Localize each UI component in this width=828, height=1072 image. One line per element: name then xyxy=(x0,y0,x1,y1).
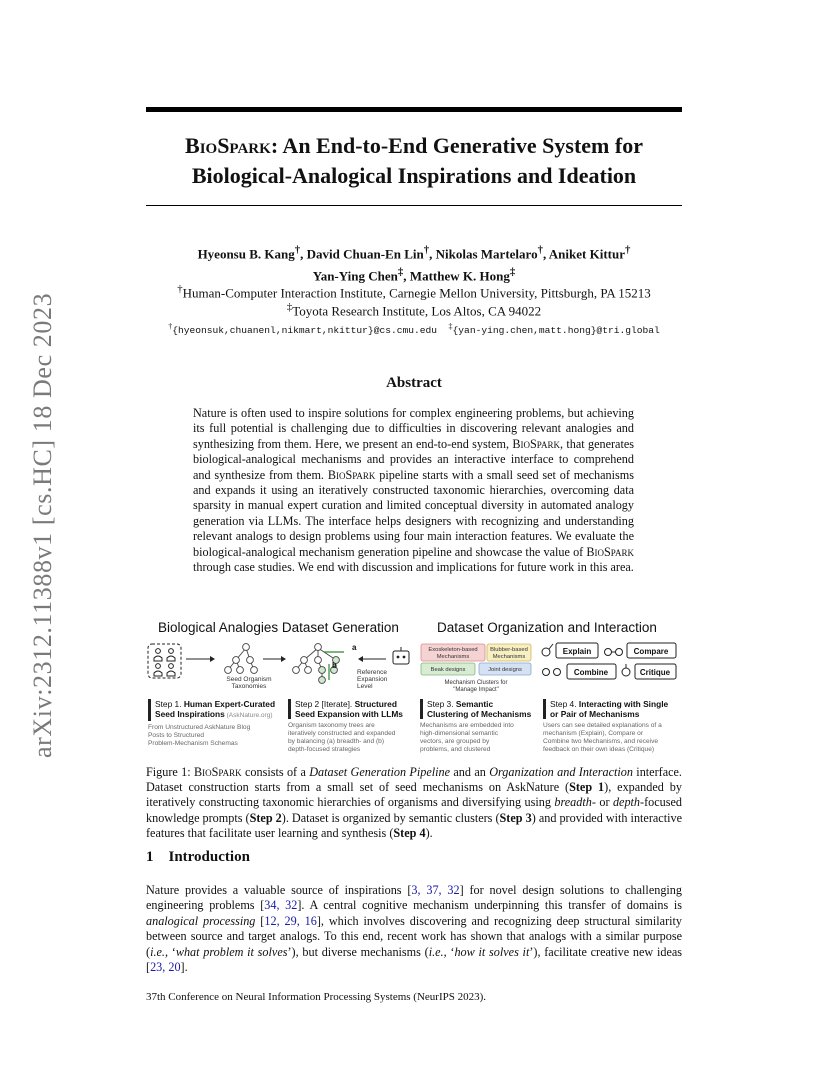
caption-bold: Step 3 xyxy=(499,810,532,825)
step-bold: Seed Inspirations xyxy=(155,709,225,719)
step-desc-line: by balancing (a) breadth- and (b) xyxy=(288,738,385,745)
step-desc-line: vectors, are grouped by xyxy=(420,738,490,745)
author-line-1 xyxy=(146,241,682,263)
abstract-part: pipeline starts with a small seed set of mechanisms and expands it using an iteratively constructed taxonomic hierarchies, overcoming data sparsity in manual expert curation and limited conceptual diversity in automated analogy generation via LLMs. The interface helps designers with recognizing and understanding relevant analogs to design problems using four main interaction features. We evaluate the biological-analogical mechanism generation pipeline and showcase the value of xyxy=(193,467,634,559)
caption-bold: Step 4 xyxy=(393,825,426,840)
abstract-text xyxy=(193,406,634,575)
caption-part: ), expanded by iteratively constructing taxonomic hierarchies of organisms and diversifying using xyxy=(146,780,682,810)
combine-icon xyxy=(543,669,561,676)
email-cmu[interactable]: {hyeonsuk,chuanenl,nikmart,nkittur}@cs.cmu.edu xyxy=(172,325,438,337)
intro-italic: i.e., xyxy=(428,944,447,959)
step-desc-line: problems, and clustered xyxy=(420,746,491,753)
author-sep: , xyxy=(300,246,307,262)
author: David Chuan-En Lin xyxy=(306,246,424,262)
step-4 xyxy=(543,699,685,754)
step-bold: Structured xyxy=(354,699,397,709)
title-bottom-rule xyxy=(146,205,682,206)
system-name: BioSpark xyxy=(194,765,242,779)
title-line1-rest: : An End-to-End Generative System for xyxy=(270,133,643,158)
section-heading xyxy=(146,849,250,866)
intro-part: ’), but diverse mechanisms ( xyxy=(287,944,429,959)
step-2-desc xyxy=(288,722,418,754)
section-number: 1 xyxy=(146,849,154,865)
author: Yan-Ying Chen xyxy=(312,268,398,284)
cluster-exoskeleton-label: Exoskeleton-based Mechanisms xyxy=(428,647,478,660)
citation-link[interactable]: 3, 37, 32 xyxy=(411,883,460,897)
affiliation-mark: † xyxy=(177,283,183,295)
intro-part: ], which involves discovering and recognizing deep structural similarity between source and target analogs. To this end, recent work has shown that analogs with a similar purpose ( xyxy=(146,913,683,959)
caption-part: - or xyxy=(591,795,613,810)
author: Aniket Kittur xyxy=(548,246,625,262)
cluster-joint-label: Joint designs xyxy=(488,667,522,673)
interaction-buttons xyxy=(542,643,676,679)
step-desc-line: depth-focused strategies xyxy=(288,746,361,753)
intro-paragraph xyxy=(146,883,682,975)
author-mark: ‡ xyxy=(397,266,404,279)
step-desc-line: Posts to Structured xyxy=(148,732,205,739)
step-1 xyxy=(148,699,282,748)
step-desc-line: Users can see detailed explanations of a xyxy=(543,722,662,729)
step-4-desc xyxy=(543,722,685,754)
affiliation-mark: ‡ xyxy=(286,301,293,313)
intro-part: ] for novel design solutions to challenging engineering problems [ xyxy=(146,883,682,913)
step-bold: or Pair of Mechanisms xyxy=(550,709,640,719)
figure-caption xyxy=(146,765,682,841)
seed-organism-label: Seed Organism Taxonomies xyxy=(226,676,272,690)
seed-inspiration-box xyxy=(148,644,181,678)
robot-icon xyxy=(393,647,409,664)
arxiv-stamp: arXiv:2312.11388v1 [cs.HC] 18 Dec 2023 xyxy=(28,292,57,758)
compare-icon xyxy=(605,649,623,656)
citation-link[interactable]: 23, 20 xyxy=(150,960,181,975)
cluster-caption: Mechanism Clusters for "Manage Impact" xyxy=(444,680,508,693)
step-desc-line: feedback on their own ideas (Critique) xyxy=(543,746,655,753)
step-desc-line: high-dimensional semantic xyxy=(420,730,499,737)
system-name: BioSpark xyxy=(327,467,376,482)
intro-part: ]. xyxy=(180,960,188,975)
caption-part: interface. Dataset construction starts from a small set of seed mechanisms on AskNature ( xyxy=(146,765,682,795)
critique-icon xyxy=(622,664,630,676)
step-2-title xyxy=(288,699,418,719)
caption-part: ). xyxy=(425,825,433,840)
step-desc-line: mechanism (Explain), Compare or xyxy=(543,730,644,737)
caption-italic: breadth xyxy=(554,795,592,810)
node-b-label: b xyxy=(332,661,337,670)
step-1-desc xyxy=(148,724,282,748)
intro-italic: analogical processing xyxy=(146,913,256,928)
caption-part: ). Dataset is organized by semantic clusters ( xyxy=(281,810,500,825)
step-3-desc xyxy=(420,722,544,754)
title-line2: Biological-Analogical Inspirations and Ideation xyxy=(191,163,637,188)
figure-diagram xyxy=(146,638,686,698)
cluster-blubber-label: Blubber-based Mechanisms xyxy=(490,647,528,660)
caption-italic: Dataset Generation Pipeline xyxy=(309,765,451,779)
step-desc-line: Mechanisms are embedded into xyxy=(420,722,514,729)
email-mark: ‡ xyxy=(448,322,453,331)
author: Hyeonsu B. Kang xyxy=(197,246,295,262)
step-bold: Clustering of Mechanisms xyxy=(427,709,532,719)
intro-part: Nature provides a valuable source of inspirations [ xyxy=(146,883,412,897)
step-bold: Human Expert-Curated xyxy=(183,699,276,709)
conference-footnote: 37th Conference on Neural Information Processing Systems (NeurIPS 2023). xyxy=(146,991,487,1003)
caption-part: ) and provided with interactive features that facilitate user learning and synthesis ( xyxy=(146,810,682,840)
step-desc-line: iteratively constructed and expanded xyxy=(288,730,396,737)
abstract-heading: Abstract xyxy=(386,375,442,391)
system-name: BioSpark xyxy=(586,544,634,559)
affiliation-2 xyxy=(146,299,682,319)
step-prefix: Step 3. xyxy=(427,699,456,709)
step-prefix: Step 2 [Iterate]. xyxy=(295,699,355,709)
step-bold: Interacting with Single xyxy=(578,699,669,709)
caption-bold: Step 2 xyxy=(249,810,282,825)
intro-italic: how it solves it xyxy=(454,944,530,959)
paper-title xyxy=(146,131,682,191)
intro-part: ‘ xyxy=(446,944,455,959)
author-sep: , xyxy=(429,246,436,262)
intro-part: ’), facilitate creative new ideas [ xyxy=(146,944,682,975)
caption-label: Figure 1: xyxy=(146,765,195,779)
step-2 xyxy=(288,699,418,754)
explain-button-label: Explain xyxy=(562,647,592,656)
citation-link[interactable]: 34, 32 xyxy=(264,898,298,913)
step-desc-line: Combine two Mechanisms, and receive xyxy=(543,738,659,745)
figure-heading-left: Biological Analogies Dataset Generation xyxy=(158,620,399,635)
step-desc-line: Organism taxonomy trees are xyxy=(288,722,375,729)
caption-italic: Organization and Interaction xyxy=(489,765,633,779)
author-sep: , xyxy=(543,246,549,262)
step-note: (AskNature.org) xyxy=(224,712,273,719)
intro-italic: what problem it solves xyxy=(175,944,288,959)
caption-italic: depth xyxy=(612,795,641,810)
author-list xyxy=(146,241,682,286)
section-title: Introduction xyxy=(168,849,250,865)
figure-heading-right: Dataset Organization and Interaction xyxy=(437,620,657,635)
abstract-part: through case studies. We end with discussion and implications for future work in this area. xyxy=(193,560,634,575)
email-mark: † xyxy=(168,322,173,331)
caption-part: -focused knowledge prompts ( xyxy=(146,795,682,825)
author-mark: † xyxy=(423,244,430,256)
author-sep: , xyxy=(403,268,410,284)
caption-bold: Step 1 xyxy=(569,780,605,795)
step-bold: Seed Expansion with LLMs xyxy=(295,709,403,719)
affiliation-text: Human-Computer Interaction Institute, Carnegie Mellon University, Pittsburgh, PA 15213 xyxy=(182,285,651,301)
step-4-title xyxy=(543,699,685,719)
node-a-label: a xyxy=(352,643,357,652)
citation-link[interactable]: 12, 29, 16 xyxy=(264,913,317,928)
step-prefix: Step 1. xyxy=(155,699,184,709)
author-mark: ‡ xyxy=(509,266,516,279)
caption-part: consists of a xyxy=(241,765,310,779)
critique-button-label: Critique xyxy=(639,668,671,677)
step-1-title xyxy=(148,699,282,721)
abstract-part: , that generates biological-analogical mechanisms and provides an interactive interface to comprehend and synthesize from them. xyxy=(193,436,634,482)
cluster-beak-label: Beak designs xyxy=(430,667,466,673)
affiliation-text: Toyota Research Institute, Los Altos, CA 94022 xyxy=(292,303,542,319)
email-tri[interactable]: {yan-ying.chen,matt.hong}@tri.global xyxy=(452,325,660,337)
flow-arrow-head xyxy=(281,656,286,662)
flow-arrow-head xyxy=(358,656,363,662)
system-name: BioSpark xyxy=(185,133,271,158)
intro-italic: i.e., xyxy=(150,944,168,959)
author: Matthew K. Hong xyxy=(409,268,510,284)
combine-button-label: Combine xyxy=(573,668,609,677)
explain-icon xyxy=(542,644,553,656)
author-mark: † xyxy=(625,244,631,256)
author-mark: † xyxy=(537,244,543,256)
step-prefix: Step 4. xyxy=(550,699,579,709)
mechanism-clusters xyxy=(421,644,531,693)
intro-part: ‘ xyxy=(168,944,176,959)
compare-button-label: Compare xyxy=(633,647,669,656)
step-bold: Semantic xyxy=(455,699,494,709)
title-top-rule xyxy=(146,107,682,112)
intro-part: ]. A central cognitive mechanism underpinning this transfer of domains is xyxy=(297,898,682,913)
step-desc-line: Problem-Mechanism Schemas xyxy=(148,740,238,747)
system-name: BioSpark xyxy=(512,436,560,451)
seed-taxonomy-tree xyxy=(225,644,258,674)
reference-expansion-label: Reference Expansion Level xyxy=(357,669,388,690)
step-desc-line: From Unstructured AskNature Blog xyxy=(148,724,251,731)
author-mark: † xyxy=(294,244,301,256)
flow-arrow-head xyxy=(210,656,215,662)
abstract-part: Nature is often used to inspire solutions for complex engineering problems, but achieving its full potential is challenging due to difficulties in discovering relevant analogies and synthesizing from them. Here, we present an end-to-end system, xyxy=(193,406,634,451)
intro-part: [ xyxy=(255,913,265,928)
step-3-title xyxy=(420,699,544,719)
author-emails xyxy=(146,322,682,336)
author: Nikolas Martelaro xyxy=(435,246,538,262)
caption-part: and an xyxy=(450,765,490,779)
step-3 xyxy=(420,699,544,754)
